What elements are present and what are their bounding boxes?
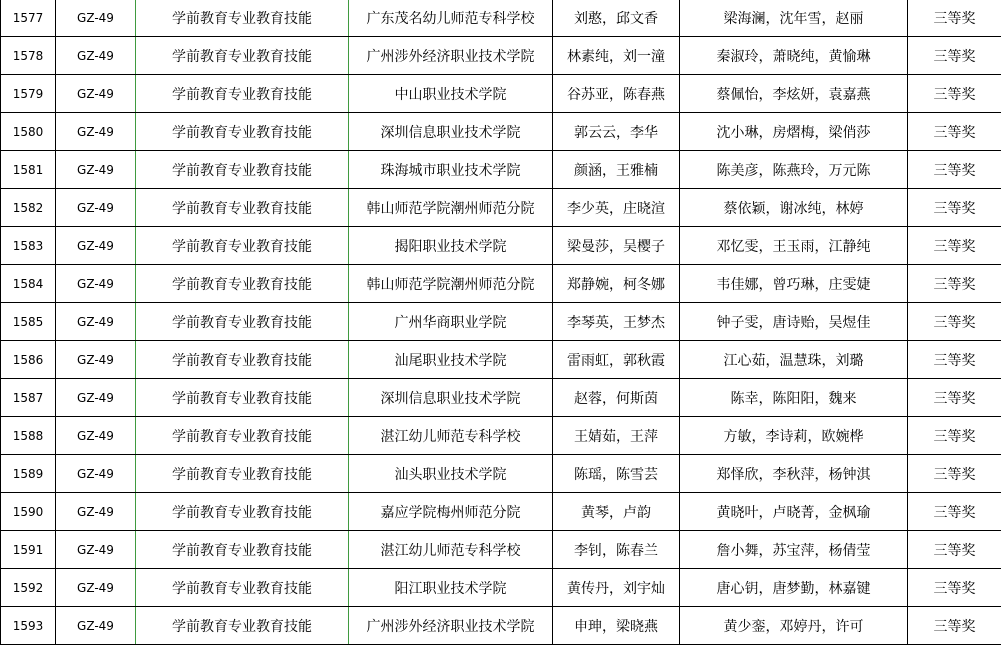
school-cell: 汕头职业技术学院 bbox=[349, 455, 553, 493]
school-cell: 中山职业技术学院 bbox=[349, 75, 553, 113]
table-row bbox=[1, 227, 1001, 265]
project-name-cell: 学前教育专业教育技能 bbox=[136, 493, 349, 531]
project-code-cell: GZ-49 bbox=[56, 607, 136, 645]
project-name-cell: 学前教育专业教育技能 bbox=[136, 189, 349, 227]
table-row bbox=[1, 455, 1001, 493]
project-name-cell: 学前教育专业教育技能 bbox=[136, 607, 349, 645]
teachers-cell: 王婧茹，王萍 bbox=[553, 417, 680, 455]
project-name-cell: 学前教育专业教育技能 bbox=[136, 265, 349, 303]
project-name-cell: 学前教育专业教育技能 bbox=[136, 37, 349, 75]
project-code-cell: GZ-49 bbox=[56, 303, 136, 341]
students-cell: 方敏，李诗莉，欧婉桦 bbox=[680, 417, 908, 455]
project-name-cell: 学前教育专业教育技能 bbox=[136, 569, 349, 607]
teachers-cell: 李钊，陈春兰 bbox=[553, 531, 680, 569]
table-row bbox=[1, 493, 1001, 531]
table-row bbox=[1, 0, 1001, 37]
table-row bbox=[1, 379, 1001, 417]
school-cell: 阳江职业技术学院 bbox=[349, 569, 553, 607]
students-cell: 钟子雯，唐诗贻，吴煜佳 bbox=[680, 303, 908, 341]
serial-number-cell: 1590 bbox=[1, 493, 56, 531]
table-row bbox=[1, 569, 1001, 607]
award-cell: 三等奖 bbox=[908, 341, 1001, 379]
serial-number-cell: 1577 bbox=[1, 0, 56, 37]
project-code-cell: GZ-49 bbox=[56, 569, 136, 607]
teachers-cell: 雷雨虹，郭秋霞 bbox=[553, 341, 680, 379]
teachers-cell: 黄琴，卢韵 bbox=[553, 493, 680, 531]
serial-number-cell: 1585 bbox=[1, 303, 56, 341]
award-cell: 三等奖 bbox=[908, 37, 1001, 75]
table-row bbox=[1, 75, 1001, 113]
table-row bbox=[1, 113, 1001, 151]
project-code-cell: GZ-49 bbox=[56, 227, 136, 265]
project-code-cell: GZ-49 bbox=[56, 531, 136, 569]
award-cell: 三等奖 bbox=[908, 151, 1001, 189]
award-cell: 三等奖 bbox=[908, 113, 1001, 151]
students-cell: 陈美彦，陈燕玲，万元陈 bbox=[680, 151, 908, 189]
project-code-cell: GZ-49 bbox=[56, 151, 136, 189]
project-code-cell: GZ-49 bbox=[56, 417, 136, 455]
project-name-cell: 学前教育专业教育技能 bbox=[136, 0, 349, 37]
students-cell: 詹小舞，苏宝萍，杨倩莹 bbox=[680, 531, 908, 569]
teachers-cell: 黄传丹，刘宇灿 bbox=[553, 569, 680, 607]
award-cell: 三等奖 bbox=[908, 417, 1001, 455]
serial-number-cell: 1578 bbox=[1, 37, 56, 75]
table-row bbox=[1, 303, 1001, 341]
school-cell: 珠海城市职业技术学院 bbox=[349, 151, 553, 189]
students-cell: 梁海澜，沈年雪，赵丽 bbox=[680, 0, 908, 37]
students-cell: 蔡依颖，谢冰纯，林婷 bbox=[680, 189, 908, 227]
serial-number-cell: 1580 bbox=[1, 113, 56, 151]
serial-number-cell: 1582 bbox=[1, 189, 56, 227]
school-cell: 深圳信息职业技术学院 bbox=[349, 379, 553, 417]
project-name-cell: 学前教育专业教育技能 bbox=[136, 303, 349, 341]
students-cell: 秦淑玲，萧晓纯，黄愉琳 bbox=[680, 37, 908, 75]
award-cell: 三等奖 bbox=[908, 493, 1001, 531]
award-cell: 三等奖 bbox=[908, 303, 1001, 341]
serial-number-cell: 1583 bbox=[1, 227, 56, 265]
table-row bbox=[1, 37, 1001, 75]
teachers-cell: 梁曼莎，吴樱子 bbox=[553, 227, 680, 265]
project-code-cell: GZ-49 bbox=[56, 455, 136, 493]
students-cell: 唐心钥，唐梦勤，林嘉键 bbox=[680, 569, 908, 607]
award-cell: 三等奖 bbox=[908, 455, 1001, 493]
project-name-cell: 学前教育专业教育技能 bbox=[136, 75, 349, 113]
school-cell: 广州华商职业学院 bbox=[349, 303, 553, 341]
award-cell: 三等奖 bbox=[908, 379, 1001, 417]
project-code-cell: GZ-49 bbox=[56, 189, 136, 227]
students-cell: 韦佳娜，曾巧琳，庄雯婕 bbox=[680, 265, 908, 303]
students-cell: 郑怿欣，李秋萍，杨钟淇 bbox=[680, 455, 908, 493]
school-cell: 韩山师范学院潮州师范分院 bbox=[349, 265, 553, 303]
teachers-cell: 李少英，庄晓渲 bbox=[553, 189, 680, 227]
table-row bbox=[1, 151, 1001, 189]
table-row bbox=[1, 417, 1001, 455]
award-cell: 三等奖 bbox=[908, 569, 1001, 607]
award-cell: 三等奖 bbox=[908, 531, 1001, 569]
table-body bbox=[1, 0, 1001, 645]
project-name-cell: 学前教育专业教育技能 bbox=[136, 417, 349, 455]
serial-number-cell: 1588 bbox=[1, 417, 56, 455]
teachers-cell: 谷苏亚，陈春燕 bbox=[553, 75, 680, 113]
students-cell: 黄晓叶，卢晓菁，金枫瑜 bbox=[680, 493, 908, 531]
teachers-cell: 郑静婉，柯冬娜 bbox=[553, 265, 680, 303]
table-row bbox=[1, 607, 1001, 645]
serial-number-cell: 1586 bbox=[1, 341, 56, 379]
project-name-cell: 学前教育专业教育技能 bbox=[136, 227, 349, 265]
school-cell: 广州涉外经济职业技术学院 bbox=[349, 607, 553, 645]
serial-number-cell: 1587 bbox=[1, 379, 56, 417]
award-cell: 三等奖 bbox=[908, 189, 1001, 227]
award-cell: 三等奖 bbox=[908, 0, 1001, 37]
school-cell: 揭阳职业技术学院 bbox=[349, 227, 553, 265]
school-cell: 汕尾职业技术学院 bbox=[349, 341, 553, 379]
award-cell: 三等奖 bbox=[908, 265, 1001, 303]
students-cell: 邓忆雯，王玉雨，江静纯 bbox=[680, 227, 908, 265]
teachers-cell: 赵蓉，何斯茵 bbox=[553, 379, 680, 417]
teachers-cell: 陈瑶，陈雪芸 bbox=[553, 455, 680, 493]
serial-number-cell: 1584 bbox=[1, 265, 56, 303]
teachers-cell: 刘憨，邱文香 bbox=[553, 0, 680, 37]
project-name-cell: 学前教育专业教育技能 bbox=[136, 151, 349, 189]
students-cell: 江心茹，温慧珠，刘璐 bbox=[680, 341, 908, 379]
project-name-cell: 学前教育专业教育技能 bbox=[136, 341, 349, 379]
project-code-cell: GZ-49 bbox=[56, 37, 136, 75]
school-cell: 广州涉外经济职业技术学院 bbox=[349, 37, 553, 75]
award-cell: 三等奖 bbox=[908, 75, 1001, 113]
teachers-cell: 林素纯，刘一潼 bbox=[553, 37, 680, 75]
serial-number-cell: 1591 bbox=[1, 531, 56, 569]
project-code-cell: GZ-49 bbox=[56, 265, 136, 303]
school-cell: 嘉应学院梅州师范分院 bbox=[349, 493, 553, 531]
teachers-cell: 申珅，梁晓燕 bbox=[553, 607, 680, 645]
school-cell: 湛江幼儿师范专科学校 bbox=[349, 531, 553, 569]
project-name-cell: 学前教育专业教育技能 bbox=[136, 455, 349, 493]
project-name-cell: 学前教育专业教育技能 bbox=[136, 379, 349, 417]
project-name-cell: 学前教育专业教育技能 bbox=[136, 531, 349, 569]
serial-number-cell: 1593 bbox=[1, 607, 56, 645]
project-code-cell: GZ-49 bbox=[56, 0, 136, 37]
students-cell: 黄少銮，邓婷丹，许可 bbox=[680, 607, 908, 645]
project-code-cell: GZ-49 bbox=[56, 113, 136, 151]
students-cell: 蔡佩怡，李炫妍，袁嘉燕 bbox=[680, 75, 908, 113]
project-code-cell: GZ-49 bbox=[56, 75, 136, 113]
students-cell: 沈小琳，房熠梅，梁俏莎 bbox=[680, 113, 908, 151]
project-code-cell: GZ-49 bbox=[56, 341, 136, 379]
school-cell: 深圳信息职业技术学院 bbox=[349, 113, 553, 151]
table-row bbox=[1, 341, 1001, 379]
table-row bbox=[1, 189, 1001, 227]
school-cell: 湛江幼儿师范专科学校 bbox=[349, 417, 553, 455]
project-code-cell: GZ-49 bbox=[56, 493, 136, 531]
award-cell: 三等奖 bbox=[908, 227, 1001, 265]
table-row bbox=[1, 265, 1001, 303]
school-cell: 广东茂名幼儿师范专科学校 bbox=[349, 0, 553, 37]
school-cell: 韩山师范学院潮州师范分院 bbox=[349, 189, 553, 227]
project-name-cell: 学前教育专业教育技能 bbox=[136, 113, 349, 151]
serial-number-cell: 1592 bbox=[1, 569, 56, 607]
award-cell: 三等奖 bbox=[908, 607, 1001, 645]
teachers-cell: 颜涵，王雅楠 bbox=[553, 151, 680, 189]
project-code-cell: GZ-49 bbox=[56, 379, 136, 417]
students-cell: 陈幸，陈阳阳，魏来 bbox=[680, 379, 908, 417]
serial-number-cell: 1581 bbox=[1, 151, 56, 189]
teachers-cell: 李琴英，王梦杰 bbox=[553, 303, 680, 341]
table-row bbox=[1, 531, 1001, 569]
teachers-cell: 郭云云，李华 bbox=[553, 113, 680, 151]
serial-number-cell: 1579 bbox=[1, 75, 56, 113]
serial-number-cell: 1589 bbox=[1, 455, 56, 493]
